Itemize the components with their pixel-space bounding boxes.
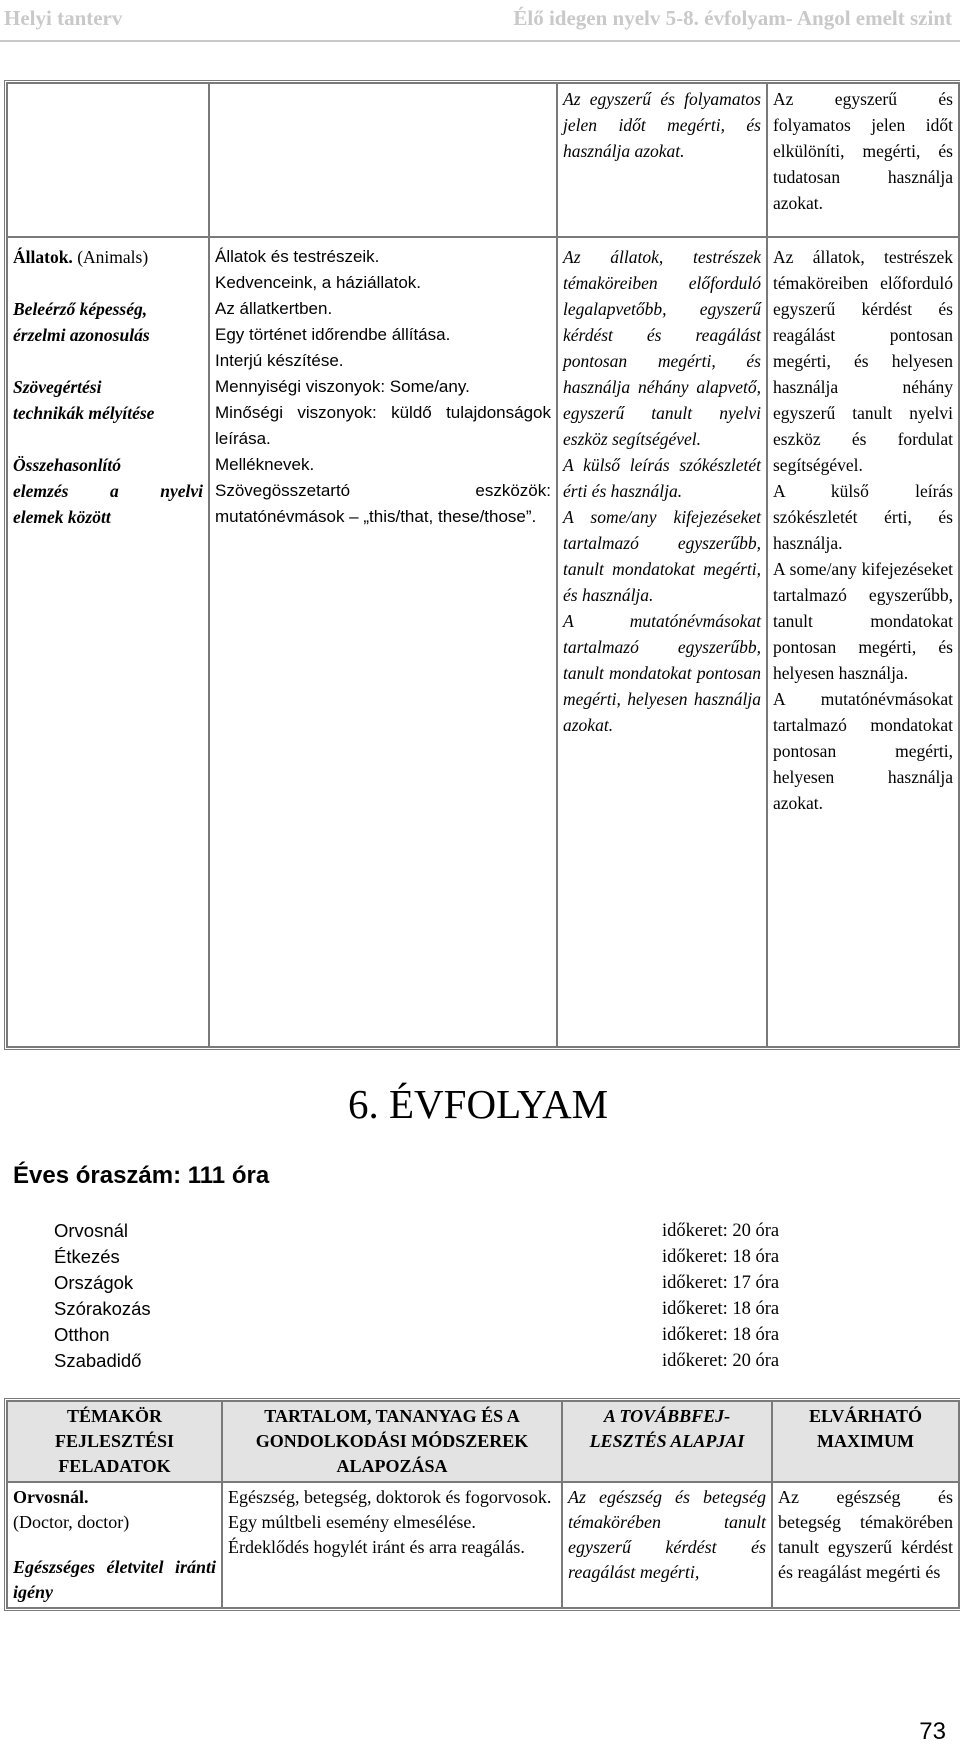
topic-row bbox=[54, 1270, 834, 1296]
t2-content-item: Egészség, betegség, doktorok és fogorvosok. bbox=[228, 1487, 552, 1507]
topic-time: időkeret: 18 óra bbox=[662, 1325, 780, 1345]
t1-content-item: Melléknevek. bbox=[215, 455, 315, 474]
t1-basis-item: A some/any kifejezéseket tartalmazó egyszerűbb, tanult mondatokat megérti, és használja. bbox=[563, 507, 761, 605]
t1-content-cell bbox=[209, 237, 557, 1047]
curriculum-table-5 bbox=[4, 80, 960, 1050]
t1-top-c3: Az egyszerű és folyamatos jelen időt megérti, és használja azokat. bbox=[557, 83, 767, 237]
t1-content-item: Minőségi viszonyok: küldő tulajdonságok leírása. bbox=[215, 403, 551, 448]
t1-max-item: Az állatok, testrészek témaköreiben előforduló egyszerű kérdést és reagálást pontosan megérti, és helyesen használja néhány egyszerű tanult nyelvi eszköz és fordulat segítségével. bbox=[773, 247, 953, 475]
topic-time: időkeret: 20 óra bbox=[662, 1221, 780, 1241]
t1-content-item: Interjú készítése. bbox=[215, 351, 344, 370]
t2-content-item: Egy múltbeli esemény elmesélése. bbox=[228, 1512, 476, 1532]
t1-topic-cell bbox=[7, 237, 209, 1047]
t1-dev-1a: Beleérző képesség, bbox=[13, 299, 148, 319]
t2-dev-task: Egészséges életvitel iránti igény bbox=[13, 1557, 216, 1602]
t1-content-item: Állatok és testrészeik. bbox=[215, 247, 380, 266]
t2-content-cell bbox=[222, 1482, 562, 1608]
t2-basis-cell: Az egészség és betegség témakörében tanult egyszerű kérdést és reagálást megérti, bbox=[562, 1482, 772, 1608]
topic-row bbox=[54, 1218, 834, 1244]
t1-content-item: Kedvenceink, a háziállatok. bbox=[215, 273, 422, 292]
topic-name: Otthon bbox=[54, 1324, 110, 1345]
t1-dev-3b: elemzés a nyelvi bbox=[13, 481, 203, 501]
t2-content-item: Érdeklődés hogylét iránt és arra reagálás. bbox=[228, 1537, 525, 1557]
topic-time: időkeret: 17 óra bbox=[662, 1273, 780, 1293]
t1-content-item: Az állatkertben. bbox=[215, 299, 333, 318]
header-divider bbox=[0, 40, 960, 42]
topic-name: Szabadidő bbox=[54, 1350, 142, 1371]
topic-time: időkeret: 20 óra bbox=[662, 1351, 780, 1371]
t1-basis-item: Az állatok, testrészek témaköreiben előforduló legalapvetőbb, egyszerű kérdést és reagálást pontosan megérti, és használja néhány alapvető, egyszerű tanult nyelvi eszköz segítségével. bbox=[563, 247, 761, 449]
t1-top-c4: Az egyszerű és folyamatos jelen időt elkülöníti, megérti, és tudatosan használja azokat. bbox=[767, 83, 959, 237]
page-number: 73 bbox=[919, 1718, 946, 1745]
page-header bbox=[0, 0, 960, 40]
t2-topic-title: Orvosnál. bbox=[13, 1487, 89, 1507]
t1-content-item: Szövegösszetartó eszközök: mutatónévmások – „this/that, these/those”. bbox=[215, 481, 551, 526]
t2-max-cell: Az egészség és betegség témakörében tanult egyszerű kérdést és reagálást megérti és bbox=[772, 1482, 959, 1608]
topic-name: Szórakozás bbox=[54, 1298, 151, 1319]
topic-time: időkeret: 18 óra bbox=[662, 1247, 780, 1267]
topic-name: Országok bbox=[54, 1272, 134, 1293]
t2-header-basis: A TOVÁBBFEJ-LESZTÉS ALAPJAI bbox=[562, 1401, 772, 1482]
t1-topic-sub: (Animals) bbox=[72, 247, 149, 267]
topic-name: Orvosnál bbox=[54, 1220, 129, 1241]
t2-header-topic: TÉMAKÖR FEJLESZTÉSI FELADATOK bbox=[7, 1401, 222, 1482]
t1-top-c1 bbox=[7, 83, 209, 237]
topic-list bbox=[54, 1218, 834, 1374]
t1-max-item: A some/any kifejezéseket tartalmazó egyszerűbb, tanult mondatokat pontosan megérti, és helyesen használja. bbox=[773, 559, 953, 683]
t1-top-c2 bbox=[209, 83, 557, 237]
t1-dev-2a: Szövegértési bbox=[13, 377, 102, 397]
curriculum-table-6 bbox=[4, 1398, 960, 1611]
t2-header-max: ELVÁRHATÓ MAXIMUM bbox=[772, 1401, 959, 1482]
t1-content-item: Egy történet időrendbe állítása. bbox=[215, 325, 451, 344]
grade-title: 6. ÉVFOLYAM bbox=[348, 1081, 609, 1127]
t1-topic-title: Állatok. bbox=[13, 247, 73, 267]
topic-row bbox=[54, 1322, 834, 1348]
t1-basis-cell bbox=[557, 237, 767, 1047]
t2-header-content: TARTALOM, TANANYAG ÉS A GONDOLKODÁSI MÓDSZEREK ALAPOZÁSA bbox=[222, 1401, 562, 1482]
header-left: Helyi tanterv bbox=[4, 6, 123, 30]
topic-name: Étkezés bbox=[54, 1246, 120, 1267]
t1-dev-1b: érzelmi azonosulás bbox=[13, 325, 150, 345]
t1-dev-3a: Összehasonlító bbox=[13, 455, 121, 475]
t1-max-item: A mutatónévmásokat tartalmazó mondatokat pontosan megérti, helyesen használja azokat. bbox=[773, 689, 953, 813]
t2-topic-sub: (Doctor, doctor) bbox=[13, 1512, 130, 1532]
t1-dev-2b: technikák mélyítése bbox=[13, 403, 155, 423]
t1-max-cell bbox=[767, 237, 959, 1047]
t1-content-item: Mennyiségi viszonyok: Some/any. bbox=[215, 377, 470, 396]
t1-max-item: A külső leírás szókészletét érti, és használja. bbox=[773, 481, 953, 553]
t1-basis-item: A külső leírás szókészletét érti és használja. bbox=[563, 455, 761, 501]
header-right: Élő idegen nyelv 5-8. évfolyam- Angol emelt szint bbox=[513, 6, 952, 30]
topic-row bbox=[54, 1348, 834, 1374]
annual-hours: Éves óraszám: 111 óra bbox=[13, 1162, 270, 1189]
topic-row bbox=[54, 1244, 834, 1270]
t1-basis-item: A mutatónévmásokat tartalmazó egyszerűbb, tanult mondatokat pontosan megérti, helyesen használja azokat. bbox=[563, 611, 761, 735]
t1-dev-3c: elemek között bbox=[13, 507, 111, 527]
topic-row bbox=[54, 1296, 834, 1322]
topic-time: időkeret: 18 óra bbox=[662, 1299, 780, 1319]
t2-topic-cell bbox=[7, 1482, 222, 1608]
